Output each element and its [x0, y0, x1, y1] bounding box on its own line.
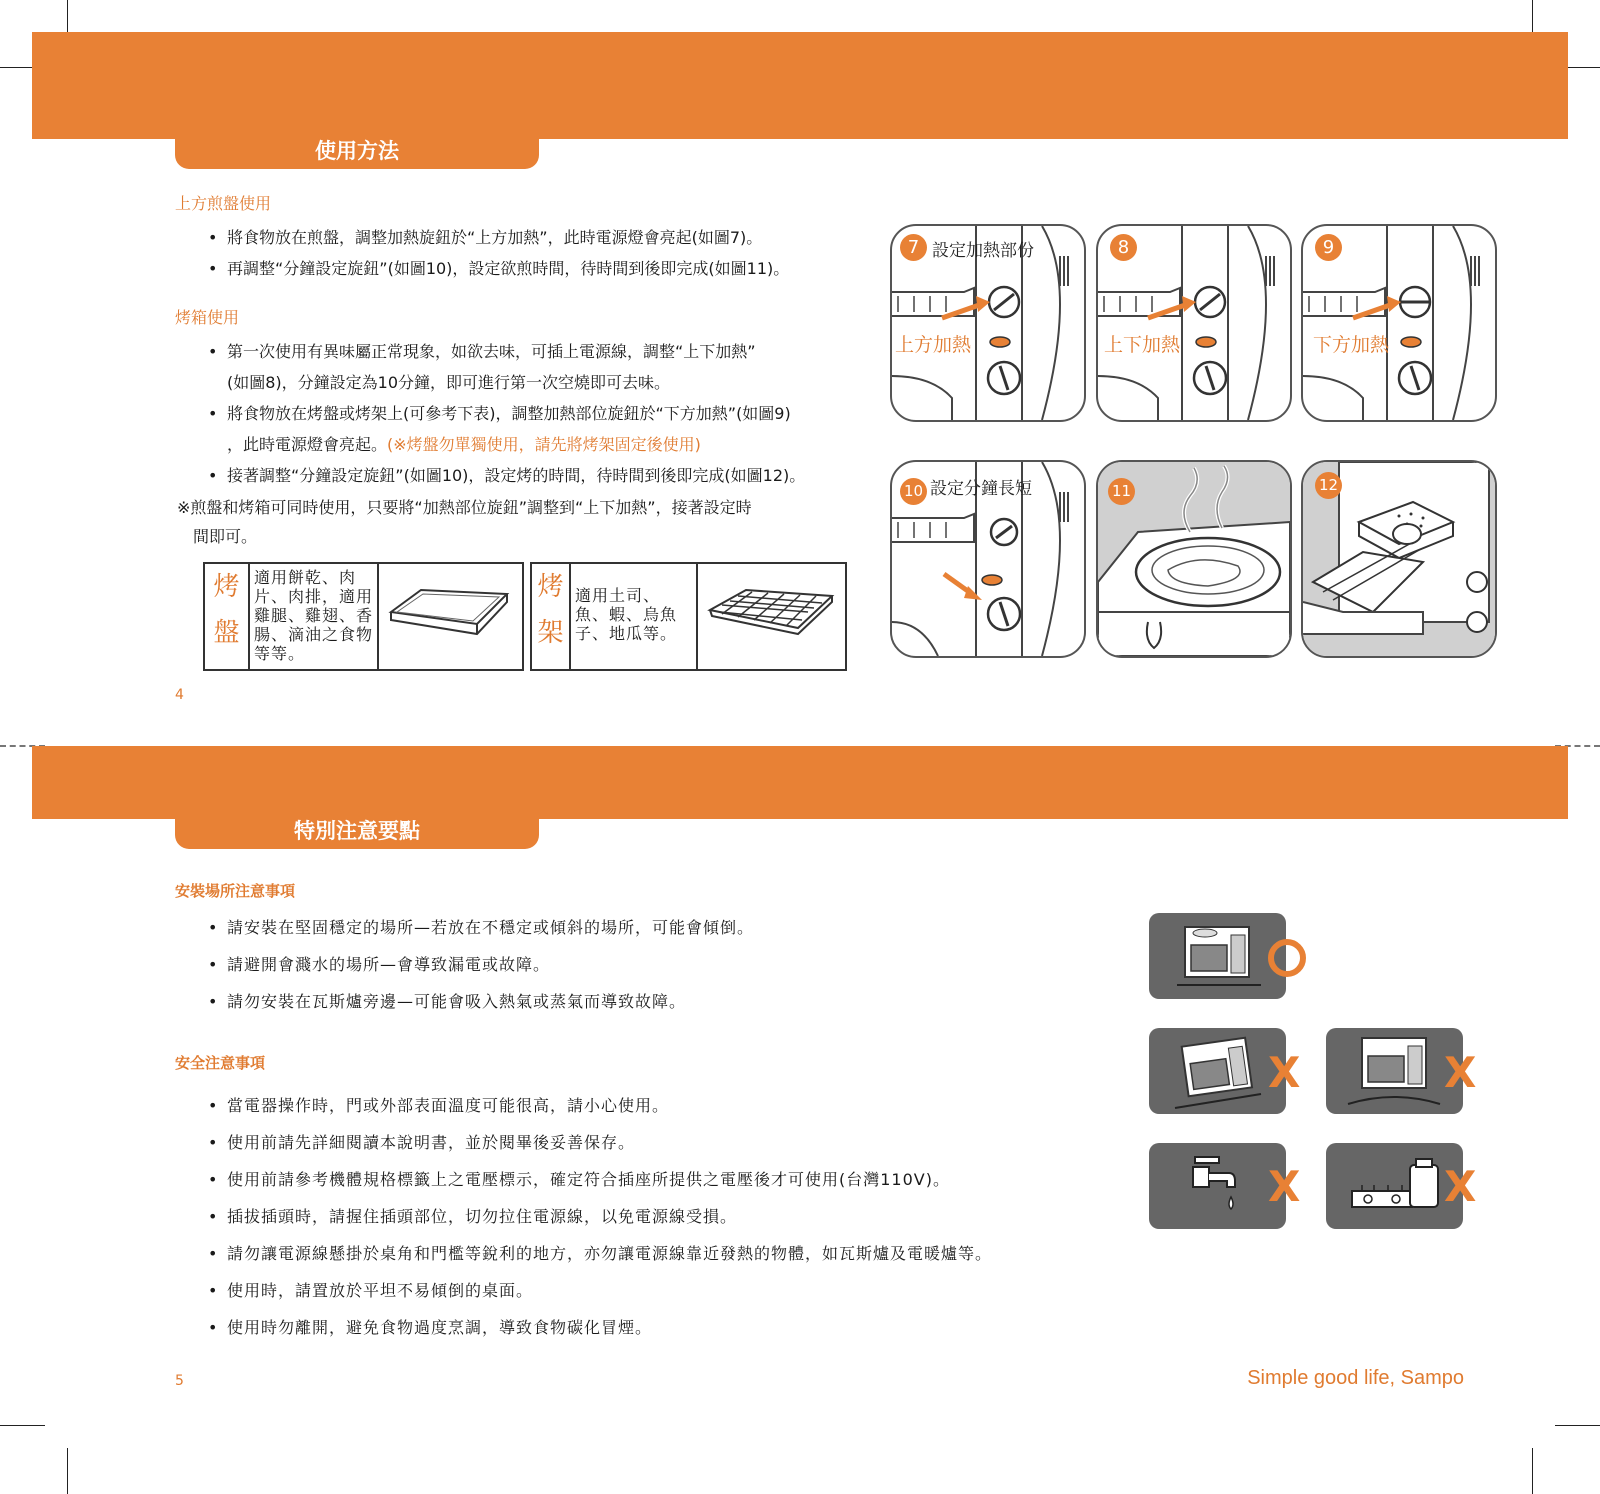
- figure-number-badge: 8: [1110, 234, 1137, 261]
- list-item-continued: ，此時電源燈會亮起。(※烤盤勿單獨使用，請先將烤架固定後使用): [227, 435, 701, 454]
- section-heading-pan: 上方煎盤使用: [175, 194, 272, 213]
- figure-7-panel: [890, 224, 1086, 422]
- list-item-continued: (如圖8)，分鐘設定為10分鐘，即可進行第一次空燒即可去味。: [227, 373, 671, 392]
- page-title: 使用方法: [175, 133, 539, 169]
- figure-title: 設定分鐘長短: [930, 479, 1032, 499]
- figure-label: 上方加熱: [895, 334, 972, 356]
- figure-number-badge: 7: [900, 234, 927, 261]
- crop-mark: [1555, 1425, 1600, 1426]
- figure-number-badge: 9: [1315, 234, 1342, 261]
- pan-instructions: [175, 222, 875, 284]
- page-title: 特別注意要點: [175, 813, 539, 849]
- usage-note: ※煎盤和烤箱可同時使用，只要將“加熱部位旋鈕”調整到“上下加熱”，接著設定時 間即可。: [177, 498, 752, 546]
- crop-mark: [0, 1425, 45, 1426]
- list-item: • 將食物放在烤盤或烤架上(可參考下表)，調整加熱部位旋鈕於“下方加熱”(如圖9): [208, 404, 791, 423]
- x-mark-icon: X: [1444, 1048, 1477, 1097]
- list-item: • 使用前請參考機體規格標籤上之電壓標示，確定符合插座所提供之電壓後才可使用(台灣110V)。: [208, 1170, 950, 1189]
- safety-notes: [175, 1087, 1175, 1346]
- list-item: • 請勿安裝在瓦斯爐旁邊—可能會吸入熱氣或蒸氣而導致故障。: [208, 992, 687, 1011]
- header-band: [32, 32, 1568, 139]
- figure-number-badge: 11: [1108, 478, 1135, 505]
- oven-uneven-x-icon: [1326, 1028, 1463, 1114]
- figure-title: 設定加熱部份: [932, 241, 1034, 261]
- table-description: 適用餅乾、肉片、肉排，適用雞腿、雞翅、香腸、滴油之食物等等。: [250, 564, 379, 669]
- list-item: • 接著調整“分鐘設定旋鈕”(如圖10)，設定烤的時間，待時間到後即完成(如圖12)。: [208, 466, 806, 485]
- x-mark-icon: X: [1444, 1162, 1477, 1211]
- baking-tray-table: [203, 562, 524, 671]
- brand-slogan: Simple good life, Sampo: [1247, 1367, 1464, 1389]
- list-item: • 使用前請先詳細閱讀本說明書，並於閱畢後妥善保存。: [208, 1133, 636, 1152]
- figure-9-panel: [1301, 224, 1497, 422]
- figure-label: 上下加熱: [1104, 334, 1181, 356]
- crop-mark: [67, 1448, 68, 1494]
- list-item: • 使用時，請置放於平坦不易傾倒的桌面。: [208, 1281, 534, 1300]
- page-number: 5: [175, 1373, 184, 1389]
- page-number: 4: [175, 687, 184, 703]
- section-heading-oven: 烤箱使用: [175, 308, 240, 327]
- baking-rack-icon: [702, 584, 840, 648]
- crop-mark: [1532, 1448, 1533, 1494]
- baking-rack-table: [530, 562, 847, 671]
- list-item: • 當電器操作時，門或外部表面溫度可能很高，請小心使用。: [208, 1096, 670, 1115]
- ok-mark-icon: [1266, 937, 1308, 979]
- table-label: 烤 盤: [205, 564, 250, 669]
- figure-number-badge: 12: [1315, 472, 1342, 499]
- list-item: • 插拔插頭時，請握住插頭部位，切勿拉住電源線，以免電源線受損。: [208, 1207, 738, 1226]
- section-heading-install: 安裝場所注意事項: [175, 882, 296, 900]
- table-label: 烤 架: [532, 564, 571, 669]
- list-item: • 使用時勿離開，避免食物過度烹調，導致食物碳化冒煙。: [208, 1318, 653, 1337]
- section-heading-safety: 安全注意事項: [175, 1054, 266, 1072]
- list-item: • 再調整“分鐘設定旋鈕”(如圖10)，設定欲煎時間，待時間到後即完成(如圖11)。: [208, 259, 790, 278]
- oven-instructions: [175, 336, 875, 491]
- figure-label: 下方加熱: [1313, 334, 1390, 356]
- figure-12-panel: [1301, 460, 1497, 658]
- list-item: • 第一次使用有異味屬正常現象，如欲去味，可插上電源線，調整“上下加熱”: [208, 342, 756, 361]
- x-mark-icon: X: [1268, 1162, 1301, 1211]
- figure-8-panel: [1096, 224, 1292, 422]
- list-item: • 請勿讓電源線懸掛於桌角和門檻等銳利的地方，亦勿讓電源線靠近發熱的物體，如瓦斯爐及電暖爐等。: [208, 1244, 993, 1263]
- install-notes: [175, 909, 1075, 1020]
- figure-11-panel: [1096, 460, 1292, 658]
- list-item: • 請安裝在堅固穩定的場所—若放在不穩定或傾斜的場所，可能會傾倒。: [208, 918, 755, 937]
- list-item: • 將食物放在煎盤，調整加熱旋鈕於“上方加熱”，此時電源燈會亮起(如圖7)。: [208, 228, 763, 247]
- table-description: 適用土司、魚、蝦、烏魚子、地瓜等。: [571, 564, 698, 669]
- baking-tray-icon: [381, 584, 515, 648]
- x-mark-icon: X: [1268, 1048, 1301, 1097]
- figure-number-badge: 10: [900, 478, 927, 505]
- faucet-water-x-icon: [1149, 1143, 1286, 1229]
- oven-tilted-x-icon: [1149, 1028, 1286, 1114]
- list-item: • 請避開會濺水的場所—會導致漏電或故障。: [208, 955, 551, 974]
- gas-stove-x-icon: [1326, 1143, 1463, 1229]
- header-band: [32, 746, 1568, 819]
- figure-10-panel: [890, 460, 1086, 658]
